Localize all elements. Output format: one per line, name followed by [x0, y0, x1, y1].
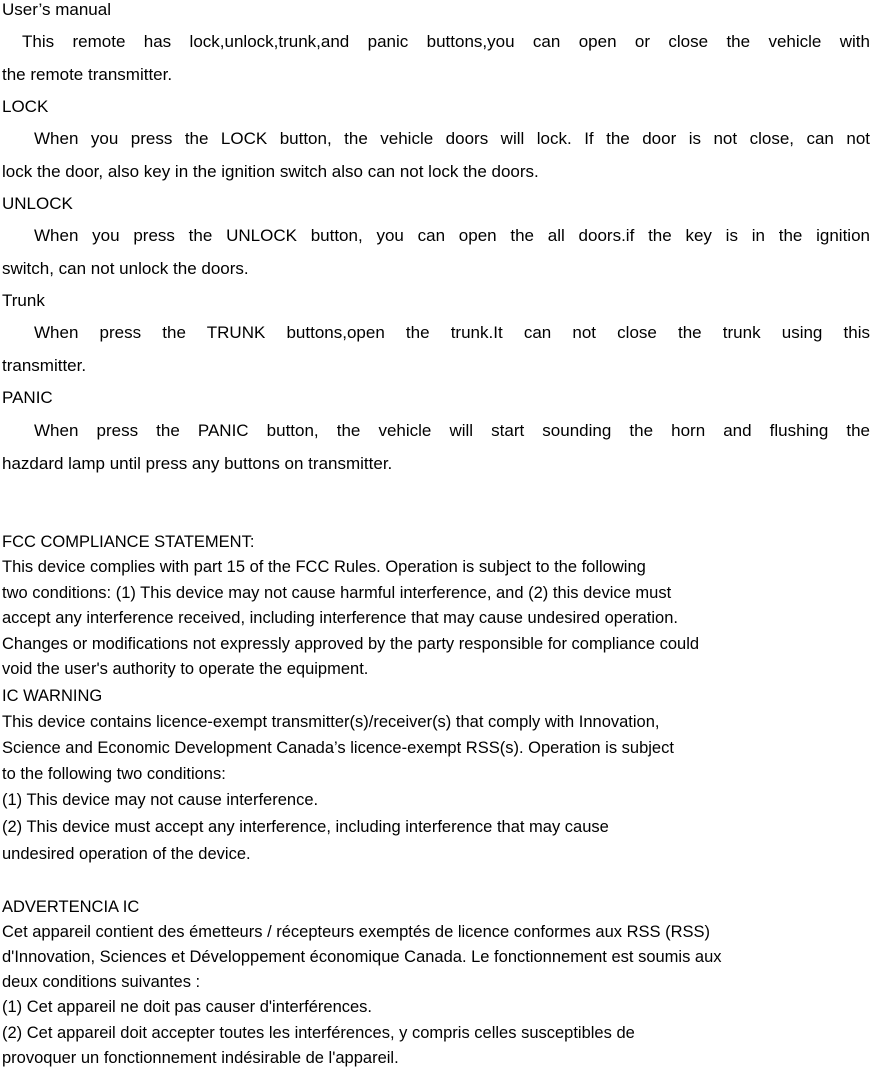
advertencia-heading: ADVERTENCIA IC [2, 898, 140, 916]
panic-text-line-2: hazdard lamp until press any buttons on transmitter. [2, 454, 393, 473]
ic-line-6: undesired operation of the device. [2, 845, 251, 863]
advertencia-line-5: (2) Cet appareil doit accepter toutes les interférences, y compris celles susceptibles de [2, 1024, 635, 1042]
unlock-text-line-1: When you press the UNLOCK button, you can open the all doors.if the key is in the ignition [34, 226, 870, 245]
advertencia-line-1: Cet appareil contient des émetteurs / récepteurs exemptés de licence conformes aux RSS (RSS) [2, 923, 711, 941]
manual-intro-line-1: This remote has lock,unlock,trunk,and panic buttons,you can open or close the vehicle with [22, 32, 870, 51]
ic-line-2: Science and Economic Development Canada’s licence-exempt RSS(s). Operation is subject [2, 739, 674, 757]
advertencia-line-2: d'Innovation, Sciences et Développement économique Canada. Le fonctionnement est soumis aux [2, 948, 722, 966]
ic-line-3: to the following two conditions: [2, 765, 226, 783]
panic-heading: PANIC [2, 388, 53, 407]
panic-text-line-1: When press the PANIC button, the vehicle will start sounding the horn and flushing the [34, 421, 870, 440]
fcc-heading: FCC COMPLIANCE STATEMENT: [2, 533, 255, 551]
ic-line-5: (2) This device must accept any interference, including interference that may cause [2, 818, 609, 836]
unlock-text-line-2: switch, can not unlock the doors. [2, 259, 249, 278]
fcc-line-3: accept any interference received, including interference that may cause undesired operation. [2, 609, 678, 627]
trunk-heading: Trunk [2, 291, 45, 310]
fcc-line-1: This device complies with part 15 of the FCC Rules. Operation is subject to the following [2, 558, 646, 576]
ic-line-4: (1) This device may not cause interference. [2, 791, 319, 809]
manual-title: User’s manual [2, 0, 111, 19]
advertencia-line-4: (1) Cet appareil ne doit pas causer d'interférences. [2, 998, 373, 1016]
lock-heading: LOCK [2, 97, 49, 116]
fcc-line-4: Changes or modifications not expressly approved by the party responsible for compliance could [2, 635, 700, 653]
advertencia-line-6: provoquer un fonctionnement indésirable de l'appareil. [2, 1049, 399, 1067]
fcc-line-5: void the user's authority to operate the equipment. [2, 660, 369, 678]
ic-line-1: This device contains licence-exempt transmitter(s)/receiver(s) that comply with Innovation, [2, 713, 660, 731]
trunk-text-line-1: When press the TRUNK buttons,open the trunk.It can not close the trunk using this [34, 323, 870, 342]
ic-heading: IC WARNING [2, 687, 103, 705]
manual-intro-line-2: the remote transmitter. [2, 65, 173, 84]
unlock-heading: UNLOCK [2, 194, 73, 213]
fcc-line-2: two conditions: (1) This device may not cause harmful interference, and (2) this device must [2, 584, 672, 602]
lock-text-line-1: When you press the LOCK button, the vehicle doors will lock. If the door is not close, can not [34, 129, 870, 148]
lock-text-line-2: lock the door, also key in the ignition switch also can not lock the doors. [2, 162, 539, 181]
trunk-text-line-2: transmitter. [2, 356, 87, 375]
advertencia-line-3: deux conditions suivantes : [2, 973, 201, 991]
